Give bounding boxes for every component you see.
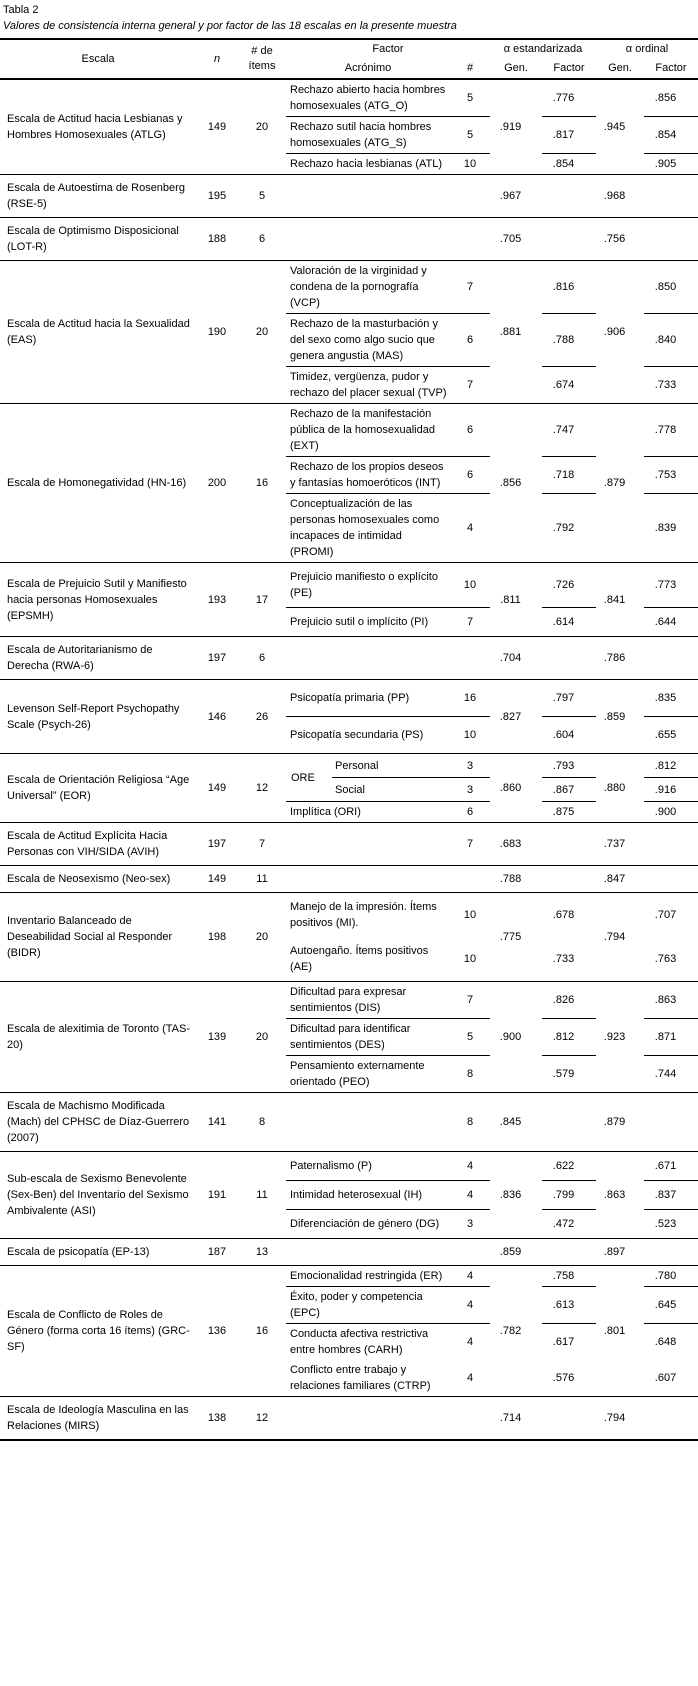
factor-item-count: 10 [450, 563, 490, 608]
factor-name: Psicopatía secundaria (PS) [290, 729, 424, 741]
item-count: 17 [255, 593, 269, 606]
alpha-ord-gen: .859 [603, 710, 626, 723]
alpha-ord-factor: .900 [654, 806, 677, 818]
alpha-std-factor: .817 [542, 117, 596, 154]
factor-item-count: 5 [450, 79, 490, 117]
factor-item-count: 4 [450, 1287, 490, 1324]
col-header-escala: Escala [81, 52, 115, 65]
alpha-ord-factor: .850 [644, 261, 698, 314]
factor-item-count: 6 [450, 404, 490, 457]
sample-size: 188 [207, 233, 227, 245]
scale-block [0, 637, 698, 680]
alpha-ord-gen: .786 [603, 652, 626, 664]
factor-name: Pensamiento externamente orientado (PEO) [290, 1060, 425, 1088]
factor-name: Autoengaño. Ítems positivos (AE) [290, 945, 429, 973]
alpha-std-factor: .613 [542, 1287, 596, 1324]
scale-name: Escala de Autoestima de Rosenberg (RSE-5) [7, 182, 185, 210]
factor-name: Rechazo hacia lesbianas (ATL) [290, 158, 443, 170]
scale-name: Escala de Conflicto de Roles de Género (forma corta 16 ítems) (GRC-SF) [7, 1309, 190, 1353]
factor-item-count: 10 [463, 729, 477, 741]
sample-size: 200 [207, 477, 227, 489]
scale-name: Escala de Neosexismo (Neo-sex) [7, 873, 171, 885]
alpha-ord-factor: .671 [644, 1152, 698, 1181]
alpha-ord-factor: .854 [644, 117, 698, 154]
scale-row [0, 637, 698, 680]
factor-name: Social [335, 783, 365, 796]
factor-item-count [450, 218, 490, 261]
alpha-ord-gen: .880 [603, 782, 626, 794]
scale-name: Escala de Actitud hacia la Sexualidad (EAS) [7, 318, 190, 346]
factor-item-count [450, 866, 490, 893]
scale-name: Escala de Prejuicio Sutil y Manifiesto hacia personas Homosexuales (EPSMH) [7, 577, 187, 622]
factor-item-count: 3 [466, 1218, 474, 1230]
scale-block [0, 218, 698, 261]
alpha-ord-factor-empty [644, 637, 698, 680]
sample-size: 193 [207, 593, 227, 606]
factor-item-count: 7 [450, 982, 490, 1019]
alpha-ord-gen: .756 [603, 233, 626, 245]
factor-name: Valoración de la virginidad y condena de la pornografía (VCP) [286, 261, 450, 314]
sample-size: 191 [207, 1189, 227, 1201]
alpha-std-gen: .967 [499, 190, 522, 202]
sample-size: 138 [207, 1412, 227, 1424]
table-label: Tabla 2 [3, 4, 39, 16]
scale-row [0, 1239, 698, 1266]
factor-item-count: 7 [466, 616, 474, 628]
item-count: 20 [255, 326, 269, 338]
alpha-std-factor-empty [542, 866, 596, 893]
factor-name: Timidez, vergüenza, pudor y rechazo del placer sexual (TVP) [290, 371, 447, 399]
factor-item-count: 7 [466, 838, 474, 850]
scale-block [0, 404, 698, 563]
sample-size: 190 [207, 326, 227, 338]
factor-group-label: ORE [291, 771, 315, 784]
item-count: 8 [258, 1116, 266, 1128]
alpha-ord-factor-empty [644, 175, 698, 218]
scale-block [0, 1266, 698, 1397]
factor-item-count: 4 [466, 1372, 474, 1384]
factor-name: Dificultad para identificar sentimientos (DES) [286, 1019, 450, 1056]
alpha-ord-factor: .856 [644, 79, 698, 117]
alpha-std-factor: .792 [552, 522, 575, 534]
alpha-std-gen: .683 [499, 838, 522, 850]
alpha-std-factor-empty [542, 637, 596, 680]
alpha-ord-factor: .905 [654, 158, 677, 170]
alpha-ord-factor-empty [644, 218, 698, 261]
alpha-ord-factor: .707 [654, 909, 677, 921]
alpha-ord-gen: .801 [603, 1325, 626, 1337]
alpha-ord-gen: .879 [603, 477, 626, 489]
factor-item-count [450, 637, 490, 680]
scale-name: Inventario Balanceado de Deseabilidad Social al Responder (BIDR) [7, 915, 173, 959]
alpha-ord-gen: .794 [603, 1412, 626, 1424]
alpha-std-gen: .775 [499, 931, 522, 943]
alpha-std-factor: .733 [552, 953, 575, 965]
scale-name: Escala de Autoritarianismo de Derecha (RWA-6) [7, 644, 153, 672]
alpha-std-factor: .614 [552, 616, 575, 628]
alpha-std-gen: .900 [499, 1031, 522, 1043]
factor-name-empty [286, 1093, 450, 1152]
col-header-items: # de ítems [248, 45, 276, 72]
scale-name: Escala de Orientación Religiosa “Age Universal” (EOR) [7, 774, 190, 802]
alpha-std-factor: .812 [542, 1019, 596, 1056]
scale-block [0, 563, 698, 637]
factor-row [0, 982, 698, 1019]
alpha-std-gen: .836 [499, 1189, 522, 1201]
item-count: 20 [255, 1031, 269, 1043]
alpha-std-gen: .919 [499, 121, 522, 133]
factor-row [0, 563, 698, 608]
factor-item-count: 4 [466, 522, 474, 534]
scale-block [0, 79, 698, 175]
alpha-ord-factor: .648 [654, 1336, 677, 1348]
alpha-std-factor: .758 [542, 1266, 596, 1287]
item-count: 11 [256, 1189, 268, 1201]
sample-size: 198 [207, 931, 227, 943]
item-count: 20 [255, 931, 269, 943]
factor-row [0, 79, 698, 117]
alpha-std-factor: .678 [552, 909, 575, 921]
col-header-alpha-std-group: α estandarizada [503, 43, 583, 55]
table-caption: Valores de consistencia interna general y por factor de las 18 escalas en la presente muestra [3, 20, 457, 32]
alpha-ord-factor: .655 [654, 729, 677, 741]
alpha-std-gen: .705 [499, 233, 522, 245]
factor-name: Emocionalidad restringida (ER) [286, 1266, 450, 1287]
factor-item-count: 5 [450, 117, 490, 154]
factor-name: Prejuicio manifiesto o explícito (PE) [286, 563, 450, 608]
factor-item-count: 8 [466, 1116, 474, 1128]
alpha-std-factor-empty [542, 175, 596, 218]
scale-block [0, 261, 698, 404]
item-count: 11 [256, 873, 268, 885]
scale-row [0, 1093, 698, 1152]
alpha-std-factor: .604 [552, 729, 575, 741]
alpha-std-factor: .617 [552, 1336, 575, 1348]
scale-row [0, 866, 698, 893]
alpha-ord-factor: .780 [644, 1266, 698, 1287]
factor-name-empty [286, 823, 450, 866]
scale-block [0, 1397, 698, 1441]
alpha-std-gen: .782 [499, 1325, 522, 1337]
factor-name-empty [286, 1397, 450, 1441]
alpha-std-factor: .788 [542, 314, 596, 367]
sample-size: 149 [207, 873, 227, 885]
factor-name: Diferenciación de género (DG) [290, 1218, 440, 1230]
factor-name-empty [286, 175, 450, 218]
item-count: 12 [255, 1412, 269, 1424]
scale-name: Escala de Machismo Modificada (Mach) del CPHSC de Díaz-Guerrero (2007) [7, 1100, 190, 1144]
col-header-factor-group: Factor [372, 43, 404, 55]
alpha-ord-gen: .879 [603, 1116, 626, 1128]
item-count: 6 [258, 652, 266, 664]
alpha-ord-factor-empty [644, 866, 698, 893]
scale-block [0, 1239, 698, 1266]
scale-name: Escala de Homonegatividad (HN-16) [7, 477, 187, 489]
item-count: 5 [258, 190, 266, 202]
scale-row [0, 218, 698, 261]
alpha-std-factor: .747 [542, 404, 596, 457]
alpha-std-gen: .811 [500, 593, 521, 606]
scale-block [0, 754, 698, 823]
factor-name: Rechazo sutil hacia hombres homosexuales (ATG_S) [286, 117, 450, 154]
sample-size: 149 [207, 121, 227, 133]
alpha-std-factor: .579 [552, 1068, 575, 1080]
factor-name: Personal [332, 754, 450, 778]
alpha-std-factor-empty [542, 1239, 596, 1266]
factor-row [0, 404, 698, 457]
factor-item-count: 3 [450, 778, 490, 802]
factor-item-count: 3 [450, 754, 490, 778]
col-header-n: n [213, 52, 221, 65]
factor-name: Prejuicio sutil o implícito (PI) [290, 616, 429, 628]
alpha-std-gen: .714 [499, 1412, 522, 1424]
alpha-ord-factor-empty [644, 1397, 698, 1441]
alpha-ord-factor: .607 [654, 1372, 677, 1384]
alpha-std-gen: .788 [499, 873, 522, 885]
alpha-ord-factor: .744 [654, 1068, 677, 1080]
factor-item-count [450, 175, 490, 218]
alpha-ord-gen: .897 [603, 1246, 626, 1258]
alpha-std-factor: .799 [542, 1181, 596, 1210]
paper-page [0, 3, 698, 1441]
alpha-ord-gen: .737 [603, 838, 626, 850]
factor-group-cell [286, 754, 450, 802]
factor-item-count: 7 [450, 261, 490, 314]
factor-item-count: 10 [463, 909, 477, 921]
scale-row [0, 823, 698, 866]
alpha-ord-factor: .523 [654, 1218, 677, 1230]
scale-name: Escala de psicopatía (EP-13) [7, 1246, 150, 1258]
alpha-ord-factor: .840 [644, 314, 698, 367]
scale-block [0, 866, 698, 893]
factor-name: Intimidad heterosexual (IH) [286, 1181, 450, 1210]
factor-name: Dificultad para expresar sentimientos (DIS) [286, 982, 450, 1019]
alpha-std-gen: .860 [499, 782, 522, 794]
alpha-std-factor: .875 [552, 806, 575, 818]
alpha-ord-gen: .841 [603, 593, 626, 606]
factor-item-count: 10 [463, 158, 477, 170]
factor-item-count [450, 1397, 490, 1441]
factor-name: Conceptualización de las personas homosexuales como incapaces de intimidad (PROMI) [290, 498, 440, 558]
alpha-ord-gen: .906 [603, 326, 626, 338]
factor-item-count: 4 [450, 1266, 490, 1287]
factor-name-empty [286, 1239, 450, 1266]
factor-name: Rechazo de la manifestación pública de la homosexualidad (EXT) [286, 404, 450, 457]
sample-size: 139 [207, 1031, 227, 1043]
alpha-ord-factor: .645 [644, 1287, 698, 1324]
sample-size: 141 [207, 1116, 227, 1128]
scale-name: Escala de alexitimia de Toronto (TAS-20) [7, 1023, 191, 1051]
col-header-alpha-ord-group: α ordinal [625, 43, 669, 55]
scale-name: Sub-escala de Sexismo Benevolente (Sex-Ben) del Inventario del Sexismo Ambivalente (ASI) [7, 1173, 189, 1217]
scale-name: Escala de Actitud Explícita Hacia Personas con VIH/SIDA (AVIH) [7, 830, 168, 858]
alpha-ord-factor-empty [644, 1239, 698, 1266]
alpha-ord-gen: .923 [603, 1031, 626, 1043]
scale-block [0, 893, 698, 982]
scale-name: Escala de Optimismo Disposicional (LOT-R) [7, 225, 179, 253]
scale-name: Escala de Actitud hacia Lesbianas y Hombres Homosexuales (ATLG) [7, 113, 183, 141]
col-header-factor-std: Factor [553, 62, 585, 74]
alpha-std-factor: .816 [542, 261, 596, 314]
factor-item-count: 7 [466, 379, 474, 391]
alpha-std-factor: .867 [542, 778, 596, 802]
scale-block [0, 982, 698, 1093]
alpha-ord-factor-empty [644, 1093, 698, 1152]
alpha-ord-factor: .863 [644, 982, 698, 1019]
item-count: 26 [255, 710, 269, 723]
alpha-std-factor-empty [542, 218, 596, 261]
alpha-ord-factor: .753 [644, 457, 698, 494]
alpha-std-gen: .881 [499, 326, 522, 338]
factor-name-empty [286, 866, 450, 893]
scale-row [0, 1397, 698, 1441]
factor-item-count: 16 [450, 680, 490, 717]
item-count: 13 [255, 1246, 269, 1258]
scale-block [0, 175, 698, 218]
item-count: 16 [255, 1325, 269, 1337]
alpha-ord-factor: .839 [654, 522, 677, 534]
item-count: 16 [255, 477, 269, 489]
factor-name: Conducta afectiva restrictiva entre hombres (CARH) [290, 1328, 429, 1356]
item-count: 12 [255, 782, 269, 794]
alpha-ord-gen: .847 [603, 873, 626, 885]
factor-row [0, 1266, 698, 1287]
factor-name: Rechazo de los propios deseos y fantasías homoeróticos (INT) [286, 457, 450, 494]
sample-size: 149 [207, 782, 227, 794]
scale-name: Escala de Ideología Masculina en las Relaciones (MIRS) [7, 1404, 189, 1432]
factor-name: Paternalismo (P) [286, 1152, 450, 1181]
alpha-std-factor: .726 [542, 563, 596, 608]
alpha-ord-gen: .945 [603, 121, 626, 133]
alpha-std-factor: .854 [552, 158, 575, 170]
alpha-std-factor-empty [542, 823, 596, 866]
factor-item-count: 8 [466, 1068, 474, 1080]
alpha-ord-factor: .644 [654, 616, 677, 628]
alpha-ord-factor: .837 [644, 1181, 698, 1210]
alpha-std-factor: .826 [542, 982, 596, 1019]
alpha-std-factor-empty [542, 1397, 596, 1441]
alpha-ord-gen: .863 [603, 1189, 626, 1201]
sample-size: 195 [207, 190, 227, 202]
alpha-std-factor: .472 [552, 1218, 575, 1230]
factor-name: Rechazo de la masturbación y del sexo como algo sucio que genera angustia (MAS) [286, 314, 450, 367]
col-header-gen-std: Gen. [504, 62, 528, 74]
factor-item-count: 4 [466, 1336, 474, 1348]
scale-block [0, 680, 698, 754]
item-count: 7 [258, 838, 266, 850]
scale-block [0, 1152, 698, 1239]
alpha-std-factor-empty [542, 1093, 596, 1152]
factor-row [0, 680, 698, 717]
alpha-std-factor: .576 [552, 1372, 575, 1384]
alpha-ord-factor: .733 [654, 379, 677, 391]
scale-block [0, 823, 698, 866]
factor-item-count: 6 [466, 806, 474, 818]
alpha-std-factor: .793 [542, 754, 596, 778]
alpha-std-factor: .776 [542, 79, 596, 117]
factor-name-empty [286, 637, 450, 680]
factor-name: Éxito, poder y competencia (EPC) [286, 1287, 450, 1324]
factor-name: Implítica (ORI) [290, 806, 361, 818]
factor-item-count: 6 [450, 314, 490, 367]
factor-item-count: 5 [450, 1019, 490, 1056]
alpha-std-factor: .718 [542, 457, 596, 494]
col-header-gen-ord: Gen. [608, 62, 632, 74]
alpha-std-factor: .622 [542, 1152, 596, 1181]
sample-size: 197 [207, 838, 227, 850]
alpha-ord-factor: .871 [644, 1019, 698, 1056]
factor-name: Psicopatía primaria (PP) [286, 680, 450, 717]
factor-item-count [450, 1239, 490, 1266]
scale-row [0, 175, 698, 218]
alpha-ord-factor: .835 [644, 680, 698, 717]
item-count: 20 [255, 121, 269, 133]
factor-name: Conflicto entre trabajo y relaciones familiares (CTRP) [290, 1364, 431, 1392]
factor-item-count: 4 [450, 1181, 490, 1210]
factor-item-count: 6 [450, 457, 490, 494]
sample-size: 146 [207, 710, 227, 723]
alpha-std-gen: .704 [499, 652, 522, 664]
table-header [0, 39, 698, 79]
factor-item-count: 4 [450, 1152, 490, 1181]
item-count: 6 [258, 233, 266, 245]
alpha-ord-factor-empty [644, 823, 698, 866]
alpha-ord-gen: .794 [603, 931, 626, 943]
alpha-ord-factor: .763 [654, 953, 677, 965]
col-header-acronimo: Acrónimo [344, 62, 392, 74]
scale-name: Levenson Self-Report Psychopathy Scale (Psych-26) [7, 702, 180, 731]
sample-size: 197 [207, 652, 227, 664]
factor-row [0, 1152, 698, 1181]
alpha-std-gen: .845 [499, 1116, 522, 1128]
alpha-ord-factor: .916 [644, 778, 698, 802]
factor-group-grid [286, 754, 450, 801]
factor-row [0, 754, 698, 778]
alpha-std-factor: .797 [542, 680, 596, 717]
alpha-std-factor: .674 [552, 379, 575, 391]
sample-size: 187 [207, 1246, 227, 1258]
factor-name: Manejo de la impresión. Ítems positivos (MI). [290, 901, 437, 929]
alpha-ord-factor: .778 [644, 404, 698, 457]
alpha-ord-factor: .812 [644, 754, 698, 778]
alpha-std-gen: .859 [499, 1246, 522, 1258]
col-header-factor-num: # [466, 62, 474, 74]
col-header-factor-ord: Factor [655, 62, 687, 74]
sample-size: 136 [207, 1325, 227, 1337]
scale-block [0, 1093, 698, 1152]
factor-row [0, 893, 698, 938]
factor-row [0, 261, 698, 314]
alpha-ord-gen: .968 [603, 190, 626, 202]
factor-name-empty [286, 218, 450, 261]
alpha-std-gen: .827 [499, 710, 522, 723]
alpha-std-gen: .856 [499, 477, 522, 489]
alpha-ord-factor: .773 [644, 563, 698, 608]
factor-name: Rechazo abierto hacia hombres homosexuales (ATG_O) [286, 79, 450, 117]
factor-item-count: 10 [463, 953, 477, 965]
consistency-table [0, 38, 698, 1441]
